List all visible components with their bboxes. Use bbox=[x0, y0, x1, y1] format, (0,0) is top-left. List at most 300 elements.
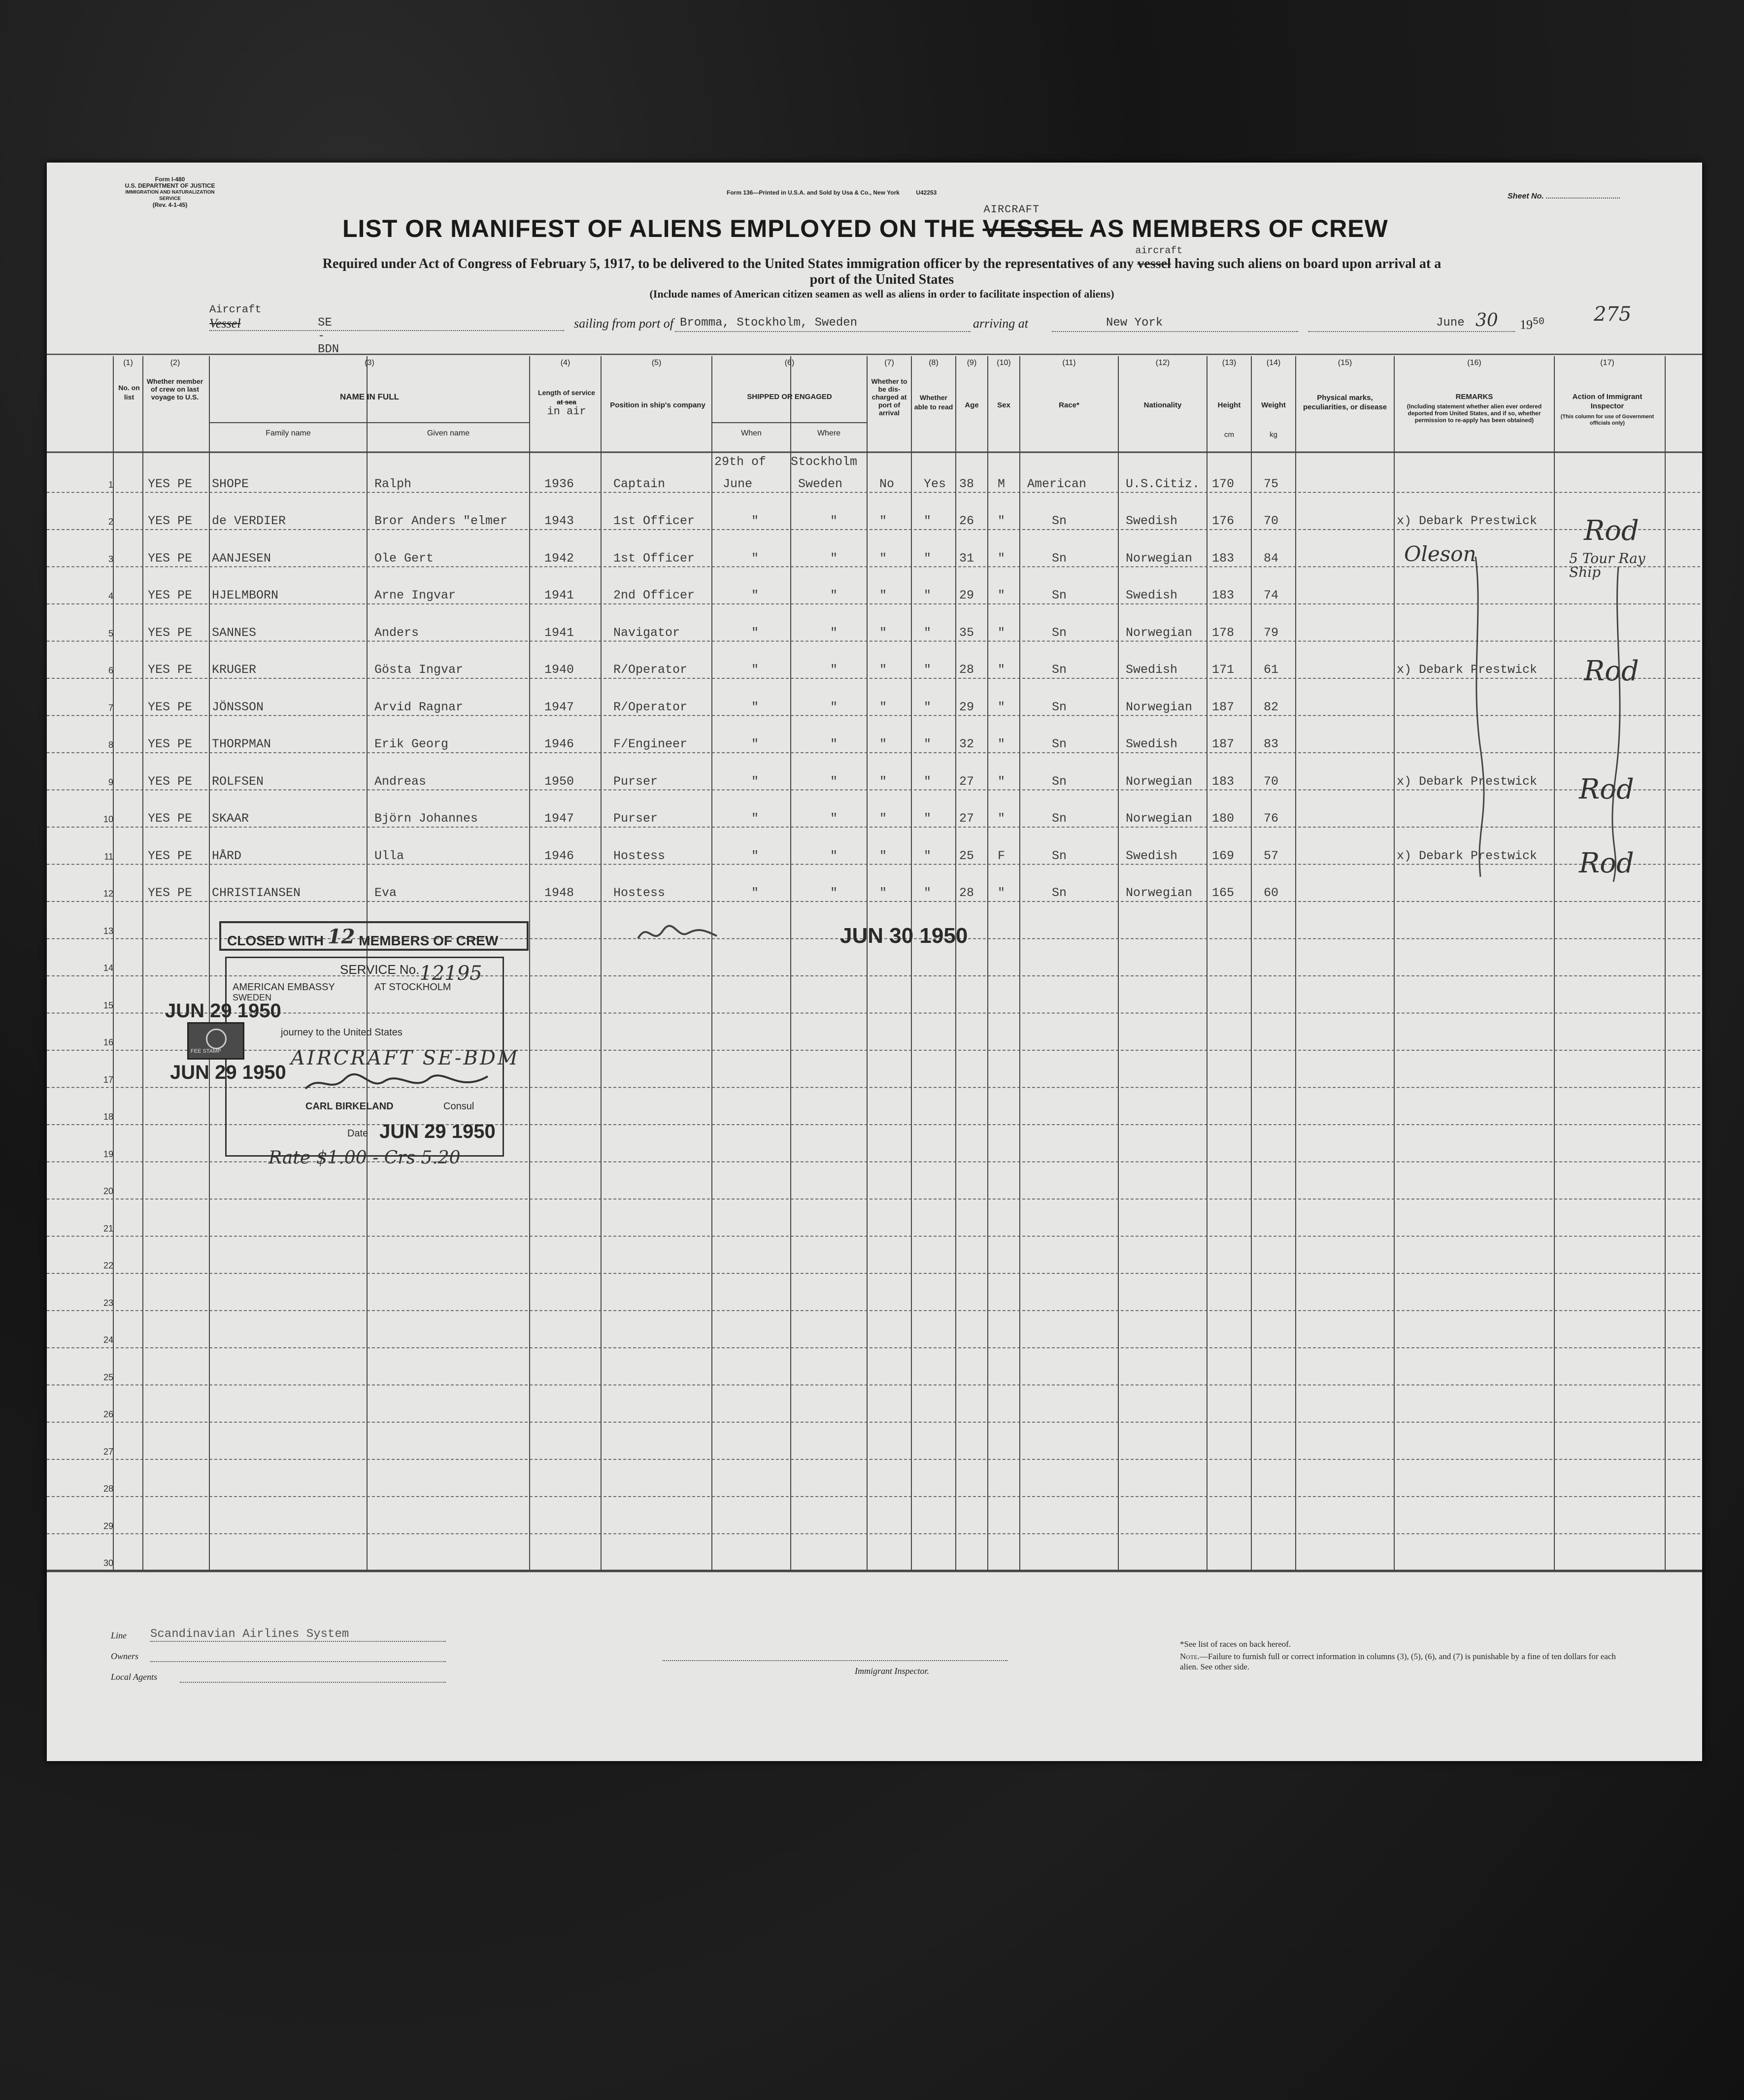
bracket-lines bbox=[1456, 552, 1653, 887]
age: 26 bbox=[959, 514, 974, 528]
given-name: Arne Ingvar bbox=[374, 588, 456, 602]
row-number: 18 bbox=[103, 1112, 113, 1122]
closed-count: 12 bbox=[327, 925, 355, 948]
title-text: LIST OR MANIFEST OF ALIENS EMPLOYED ON THE bbox=[342, 215, 975, 242]
crew-flag: YES PE bbox=[148, 588, 193, 602]
shipped-where: " bbox=[830, 848, 838, 863]
row-number: 26 bbox=[103, 1409, 113, 1419]
crew-flag: YES PE bbox=[148, 737, 193, 751]
row-number: 12 bbox=[103, 889, 113, 899]
title-text-end: AS MEMBERS OF CREW bbox=[1089, 215, 1388, 242]
col-header-weight: Weight bbox=[1261, 401, 1286, 409]
shipped-when: " bbox=[751, 625, 759, 640]
discharged: " bbox=[879, 551, 887, 566]
department-name: U.S. DEPARTMENT OF JUSTICE bbox=[125, 182, 215, 189]
col-header-family: Family name bbox=[266, 429, 311, 437]
able-to-read: " bbox=[924, 514, 932, 528]
able-to-read: " bbox=[924, 588, 932, 602]
service-year: 1943 bbox=[544, 514, 574, 528]
row-number: 4 bbox=[108, 591, 113, 601]
col-header-physical: Physical marks, peculiarities, or disease bbox=[1303, 394, 1387, 411]
given-name: Andreas bbox=[374, 774, 427, 789]
col-num-1: (1) bbox=[123, 359, 133, 367]
col-num-8: (8) bbox=[929, 359, 939, 367]
age: 28 bbox=[959, 886, 974, 900]
row-number: 23 bbox=[103, 1298, 113, 1308]
inspector-initials-row11: Rod bbox=[1579, 847, 1634, 879]
age: 32 bbox=[959, 737, 974, 751]
inspector-signature-line bbox=[663, 1660, 1007, 1661]
consul-date-stamp: JUN 29 1950 bbox=[379, 1121, 496, 1142]
given-name: Bror Anders "elmer bbox=[374, 514, 508, 528]
position: Navigator bbox=[613, 625, 680, 640]
discharged: " bbox=[879, 886, 887, 900]
col-header-nationality: Nationality bbox=[1143, 401, 1182, 409]
title-struck-word: VESSEL bbox=[982, 215, 1083, 242]
sex: " bbox=[998, 774, 1006, 789]
age: 29 bbox=[959, 700, 974, 714]
given-name: Anders bbox=[374, 625, 419, 640]
weight: 70 bbox=[1264, 774, 1279, 789]
col-header-discharged: Whether to be dis-charged at port of arrival bbox=[871, 377, 907, 417]
row-number: 1 bbox=[108, 479, 113, 490]
inspector-signature bbox=[633, 919, 722, 948]
nationality: Swedish bbox=[1126, 737, 1178, 751]
position: Purser bbox=[613, 774, 658, 789]
owners-value bbox=[150, 1651, 446, 1662]
shipped-where: " bbox=[830, 737, 838, 751]
row-number: 7 bbox=[108, 702, 113, 713]
col-header-shipped: SHIPPED OR ENGAGED bbox=[747, 393, 832, 401]
inspector-label: Immigrant Inspector. bbox=[855, 1666, 929, 1676]
service-number-line bbox=[340, 962, 482, 985]
nationality: Swedish bbox=[1126, 848, 1178, 863]
weight: 84 bbox=[1264, 551, 1279, 566]
row-number: 15 bbox=[103, 1000, 113, 1010]
journey-text: journey to the United States bbox=[281, 1027, 402, 1038]
family-name: de VERDIER bbox=[212, 514, 286, 528]
able-to-read: " bbox=[924, 663, 932, 677]
service-year: 1947 bbox=[544, 700, 574, 714]
discharged: " bbox=[879, 514, 887, 528]
col-num-6: (6) bbox=[784, 359, 795, 367]
col-num-2: (2) bbox=[170, 359, 180, 367]
able-to-read: " bbox=[924, 700, 932, 714]
consul-title: Consul bbox=[443, 1101, 474, 1112]
row-number: 17 bbox=[103, 1074, 113, 1085]
col-header-action: Action of Immigrant Inspector bbox=[1572, 393, 1643, 410]
row-number: 14 bbox=[103, 963, 113, 973]
manifest-sheet bbox=[47, 163, 1702, 1761]
remarks: x) Debark Prestwick bbox=[1397, 774, 1538, 789]
able-to-read: " bbox=[924, 848, 932, 863]
service-year: 1948 bbox=[544, 886, 574, 900]
family-name: AANJESEN bbox=[212, 551, 271, 566]
service-number: 12195 bbox=[419, 962, 482, 985]
crew-flag: YES PE bbox=[148, 625, 193, 640]
shipped-where: " bbox=[830, 588, 838, 602]
able-to-read: " bbox=[924, 886, 932, 900]
height: 171 bbox=[1212, 663, 1235, 677]
height: 187 bbox=[1212, 700, 1235, 714]
col-header-remarks: REMARKS bbox=[1455, 393, 1493, 401]
shipped-where: " bbox=[830, 625, 838, 640]
row3-handwritten-note: Oleson bbox=[1404, 542, 1476, 566]
shipped-where: " bbox=[830, 700, 838, 714]
row-number: 29 bbox=[103, 1521, 113, 1531]
col-num-7: (7) bbox=[884, 359, 894, 367]
weight: 79 bbox=[1264, 625, 1279, 640]
remarks: x) Debark Prestwick bbox=[1397, 514, 1538, 528]
height: 183 bbox=[1212, 551, 1235, 566]
able-to-read: " bbox=[924, 811, 932, 826]
family-name: SANNES bbox=[212, 625, 257, 640]
embassy-location: AT STOCKHOLM bbox=[374, 982, 451, 993]
given-name: Erik Georg bbox=[374, 737, 449, 751]
height: 169 bbox=[1212, 848, 1235, 863]
requirement-text bbox=[126, 245, 1638, 300]
remarks: x) Debark Prestwick bbox=[1397, 848, 1538, 863]
service-year: 1936 bbox=[544, 476, 574, 491]
height: 183 bbox=[1212, 774, 1235, 789]
sex: M bbox=[998, 476, 1006, 491]
given-name: Ralph bbox=[374, 476, 412, 491]
col-num-12: (12) bbox=[1155, 359, 1170, 367]
service-insert: in air bbox=[547, 405, 586, 418]
discharged: " bbox=[879, 588, 887, 602]
row-number: 8 bbox=[108, 740, 113, 750]
service-year: 1947 bbox=[544, 811, 574, 826]
owners-field bbox=[111, 1651, 138, 1662]
col-header-position: Position in ship's company bbox=[610, 401, 705, 409]
aircraft-handwritten: AIRCRAFT SE-BDM bbox=[291, 1047, 520, 1069]
requirement-line-2: port of the United States bbox=[809, 272, 954, 287]
height: 178 bbox=[1212, 625, 1235, 640]
closed-suffix: MEMBERS OF CREW bbox=[359, 933, 499, 948]
shipped-when: " bbox=[751, 774, 759, 789]
title-insert-word: AIRCRAFT bbox=[983, 203, 1040, 216]
race: Sn bbox=[1052, 663, 1067, 677]
position: 2nd Officer bbox=[613, 588, 695, 602]
shipped-where: " bbox=[830, 886, 838, 900]
port-field bbox=[675, 316, 971, 332]
race: Sn bbox=[1052, 588, 1067, 602]
shipped-where-1: Stockholm bbox=[791, 454, 858, 469]
shipped-where: " bbox=[830, 551, 838, 566]
agents-label: Local Agents bbox=[111, 1672, 158, 1682]
arriving-label: arriving at bbox=[973, 316, 1028, 331]
sex: " bbox=[998, 811, 1006, 826]
form-number: Form I-480 bbox=[155, 176, 185, 183]
nationality: Swedish bbox=[1126, 588, 1178, 602]
sex: " bbox=[998, 625, 1006, 640]
row-number: 5 bbox=[108, 628, 113, 638]
race: Sn bbox=[1052, 886, 1067, 900]
col-header-sex: Sex bbox=[997, 401, 1010, 409]
sailing-label: sailing from port of bbox=[574, 316, 674, 331]
service-year: 1950 bbox=[544, 774, 574, 789]
able-to-read: " bbox=[924, 625, 932, 640]
closed-stamp-text bbox=[227, 927, 498, 950]
fee-stamp-seal bbox=[206, 1029, 227, 1049]
row-number: 2 bbox=[108, 517, 113, 527]
row-number: 28 bbox=[103, 1484, 113, 1494]
races-note: *See list of races on back hereof. bbox=[1180, 1639, 1291, 1649]
weight: 57 bbox=[1264, 848, 1279, 863]
rate-handwritten: Rate $1.00 - Crs 5.20 bbox=[268, 1148, 461, 1168]
row-number: 3 bbox=[108, 554, 113, 564]
service-label: SERVICE No. bbox=[340, 962, 420, 977]
weight-unit: kg bbox=[1270, 431, 1277, 439]
weight: 61 bbox=[1264, 663, 1279, 677]
embassy-country: SWEDEN bbox=[233, 993, 272, 1002]
note-label: Note. bbox=[1180, 1652, 1200, 1661]
inspector-initials-row6: Rod bbox=[1584, 655, 1639, 687]
page-title bbox=[342, 203, 1388, 243]
sheet-number-label bbox=[1508, 192, 1620, 201]
row-number: 22 bbox=[103, 1261, 113, 1270]
shipped-when-2: June bbox=[723, 476, 753, 491]
col-header-where: Where bbox=[817, 429, 841, 437]
row-number: 16 bbox=[103, 1037, 113, 1047]
embassy-service-stamp bbox=[225, 957, 520, 1157]
shipped-where: " bbox=[830, 663, 838, 677]
col-header-when: When bbox=[741, 429, 762, 437]
position: Captain bbox=[613, 476, 666, 491]
sex: " bbox=[998, 737, 1006, 751]
race: Sn bbox=[1052, 737, 1067, 751]
closed-with-stamp bbox=[219, 921, 529, 951]
shipped-when: " bbox=[751, 886, 759, 900]
height: 187 bbox=[1212, 737, 1235, 751]
position: R/Operator bbox=[613, 663, 688, 677]
family-name: SKAAR bbox=[212, 811, 249, 826]
col-num-9: (9) bbox=[967, 359, 977, 367]
position: Purser bbox=[613, 811, 658, 826]
year-prefix: 19 bbox=[1520, 317, 1533, 332]
family-name: JÖNSSON bbox=[212, 700, 264, 714]
include-note: (Include names of American citizen seamen as well as aliens in order to facilitate inspection of aliens) bbox=[649, 288, 1114, 300]
position: 1st Officer bbox=[613, 514, 695, 528]
shipped-when: " bbox=[751, 588, 759, 602]
height: 180 bbox=[1212, 811, 1235, 826]
inspector-initials-row9: Rod bbox=[1579, 773, 1634, 805]
col-num-10: (10) bbox=[997, 359, 1011, 367]
col-num-5: (5) bbox=[651, 359, 662, 367]
weight: 60 bbox=[1264, 886, 1279, 900]
departure-port: Bromma, Stockholm, Sweden bbox=[680, 316, 858, 330]
service-year: 1941 bbox=[544, 588, 574, 602]
able-to-read: " bbox=[924, 774, 932, 789]
given-name: Arvid Ragnar bbox=[374, 700, 464, 714]
position: Hostess bbox=[613, 886, 666, 900]
family-name: CHRISTIANSEN bbox=[212, 886, 301, 900]
position: R/Operator bbox=[613, 700, 688, 714]
col-num-3: (3) bbox=[365, 359, 374, 367]
age: 27 bbox=[959, 774, 974, 789]
row-number: 27 bbox=[103, 1446, 113, 1457]
race: Sn bbox=[1052, 551, 1067, 566]
shipped-when: " bbox=[751, 551, 759, 566]
year-suffix: 50 bbox=[1533, 316, 1545, 328]
discharged: " bbox=[879, 700, 887, 714]
shipped-when: " bbox=[751, 848, 759, 863]
age: 35 bbox=[959, 625, 974, 640]
col-header-service bbox=[535, 388, 599, 416]
requirement-text-a: Required under Act of Congress of February 5, 1917, to be delivered to the United States immigration officer by the representatives of any bbox=[322, 256, 1134, 271]
col-num-4: (4) bbox=[560, 359, 570, 367]
discharged: " bbox=[879, 663, 887, 677]
race: Sn bbox=[1052, 811, 1067, 826]
sex: " bbox=[998, 663, 1006, 677]
shipped-where: " bbox=[830, 811, 838, 826]
race: Sn bbox=[1052, 625, 1067, 640]
service-name: IMMIGRATION AND NATURALIZATION SERVICE bbox=[125, 190, 215, 201]
arrival-field bbox=[1052, 316, 1298, 332]
row-number: 21 bbox=[103, 1223, 113, 1233]
height: 165 bbox=[1212, 886, 1235, 900]
sex: " bbox=[998, 886, 1006, 900]
family-name: ROLFSEN bbox=[212, 774, 264, 789]
aircraft-name: SE - BDN bbox=[318, 316, 339, 356]
sex: " bbox=[998, 514, 1006, 528]
col-header-age: Age bbox=[965, 401, 979, 409]
weight: 82 bbox=[1264, 700, 1279, 714]
consul-signature bbox=[301, 1069, 498, 1099]
crew-flag: YES PE bbox=[148, 514, 193, 528]
crew-flag: YES PE bbox=[148, 476, 193, 491]
shipped-where-2: Sweden bbox=[798, 476, 843, 491]
weight: 76 bbox=[1264, 811, 1279, 826]
fee-stamp bbox=[187, 1022, 244, 1060]
crew-flag: YES PE bbox=[148, 663, 193, 677]
shipped-when: " bbox=[751, 811, 759, 826]
remarks: x) Debark Prestwick bbox=[1397, 663, 1538, 677]
nationality: Norwegian bbox=[1126, 700, 1193, 714]
discharged: " bbox=[879, 848, 887, 863]
sheet-no-text: Sheet No. bbox=[1508, 192, 1544, 200]
nationality: Norwegian bbox=[1126, 625, 1193, 640]
nationality: Norwegian bbox=[1126, 811, 1193, 826]
note-text: —Failure to furnish full or correct information in columns (3), (5), (6), and (7) is punishable by a fine of ten dollars for each alien. See other side. bbox=[1180, 1652, 1616, 1671]
height-unit: cm bbox=[1224, 431, 1234, 439]
age: 31 bbox=[959, 551, 974, 566]
position: F/Engineer bbox=[613, 737, 688, 751]
height: 183 bbox=[1212, 588, 1235, 602]
arrival-date-field bbox=[1308, 310, 1515, 332]
penalty-note bbox=[1180, 1651, 1623, 1672]
action-note: (This column for use of Government officials only) bbox=[1560, 414, 1654, 426]
position: 1st Officer bbox=[613, 551, 695, 566]
given-name: Eva bbox=[374, 886, 397, 900]
col-header-name: NAME IN FULL bbox=[340, 392, 399, 401]
arrival-year bbox=[1520, 316, 1544, 333]
col-num-16: (16) bbox=[1467, 359, 1481, 367]
service-struck: at sea bbox=[557, 398, 576, 406]
line-value: Scandinavian Airlines System bbox=[150, 1628, 446, 1642]
owners-label: Owners bbox=[111, 1651, 139, 1661]
shipped-where: " bbox=[830, 774, 838, 789]
nationality: Swedish bbox=[1126, 514, 1178, 528]
printer-text: Form 136—Printed in U.S.A. and Sold by Usa & Co., New York bbox=[727, 189, 900, 196]
sex: " bbox=[998, 588, 1006, 602]
sex: " bbox=[998, 551, 1006, 566]
page-number: 275 bbox=[1594, 303, 1632, 326]
given-name: Ulla bbox=[374, 848, 404, 863]
revision: (Rev. 4-1-45) bbox=[152, 201, 188, 208]
family-name: THORPMAN bbox=[212, 737, 271, 751]
family-name: SHOPE bbox=[212, 476, 249, 491]
race: Sn bbox=[1052, 514, 1067, 528]
row-number: 13 bbox=[103, 926, 113, 936]
age: 38 bbox=[959, 476, 974, 491]
col-num-15: (15) bbox=[1338, 359, 1352, 367]
col-header-number: No. on list bbox=[118, 384, 140, 401]
able-to-read: " bbox=[924, 551, 932, 566]
arrival-port: New York bbox=[1106, 316, 1163, 330]
height: 170 bbox=[1212, 476, 1235, 491]
crew-flag: YES PE bbox=[148, 811, 193, 826]
shipped-where: " bbox=[830, 514, 838, 528]
sex: F bbox=[998, 848, 1006, 863]
line-label: Line bbox=[111, 1631, 127, 1640]
family-name: KRUGER bbox=[212, 663, 257, 677]
family-name: HJELMBORN bbox=[212, 588, 279, 602]
arrival-day: 30 bbox=[1476, 310, 1498, 331]
crew-flag: YES PE bbox=[148, 848, 193, 863]
closed-prefix: CLOSED WITH bbox=[227, 933, 324, 948]
col-header-given: Given name bbox=[427, 429, 470, 437]
age: 29 bbox=[959, 588, 974, 602]
vessel-struck: Vessel bbox=[209, 316, 241, 331]
col-header-race: Race* bbox=[1059, 401, 1079, 409]
position: Hostess bbox=[613, 848, 666, 863]
service-year: 1942 bbox=[544, 551, 574, 566]
crew-flag: YES PE bbox=[148, 886, 193, 900]
agents-field bbox=[111, 1672, 157, 1682]
race: Sn bbox=[1052, 774, 1067, 789]
inspector-initials-row2: Rod bbox=[1584, 515, 1639, 547]
form-header-block bbox=[116, 176, 224, 208]
able-to-read: Yes bbox=[924, 476, 946, 491]
line-field bbox=[111, 1628, 349, 1641]
discharged: " bbox=[879, 774, 887, 789]
vessel-insert: Aircraft bbox=[209, 303, 262, 316]
service-label: Length of service bbox=[538, 389, 595, 397]
row-number: 19 bbox=[103, 1149, 113, 1159]
shipped-when: " bbox=[751, 700, 759, 714]
remarks-note: (Including statement whether alien ever ordered deported from United States, and if so, whether permission to re-apply has been obtained) bbox=[1407, 403, 1542, 424]
printer-line bbox=[727, 190, 937, 196]
given-name: Ole Gert bbox=[374, 551, 434, 566]
row-number: 24 bbox=[103, 1335, 113, 1345]
shipped-when: " bbox=[751, 737, 759, 751]
service-year: 1946 bbox=[544, 737, 574, 751]
shipped-when-1: 29th of bbox=[714, 454, 767, 469]
inspector-date-stamp: JUN 30 1950 bbox=[840, 924, 968, 948]
weight: 74 bbox=[1264, 588, 1279, 602]
requirement-struck: vessel bbox=[1137, 256, 1171, 271]
row-number: 25 bbox=[103, 1372, 113, 1382]
row-number: 11 bbox=[104, 851, 113, 862]
weight: 83 bbox=[1264, 737, 1279, 751]
col-header-read: Whether able to read bbox=[914, 394, 953, 411]
nationality: Norwegian bbox=[1126, 886, 1193, 900]
family-name: HÅRD bbox=[212, 848, 242, 863]
requirement-line-1 bbox=[126, 245, 1638, 272]
nationality: Norwegian bbox=[1126, 774, 1193, 789]
row-number: 20 bbox=[103, 1186, 113, 1196]
